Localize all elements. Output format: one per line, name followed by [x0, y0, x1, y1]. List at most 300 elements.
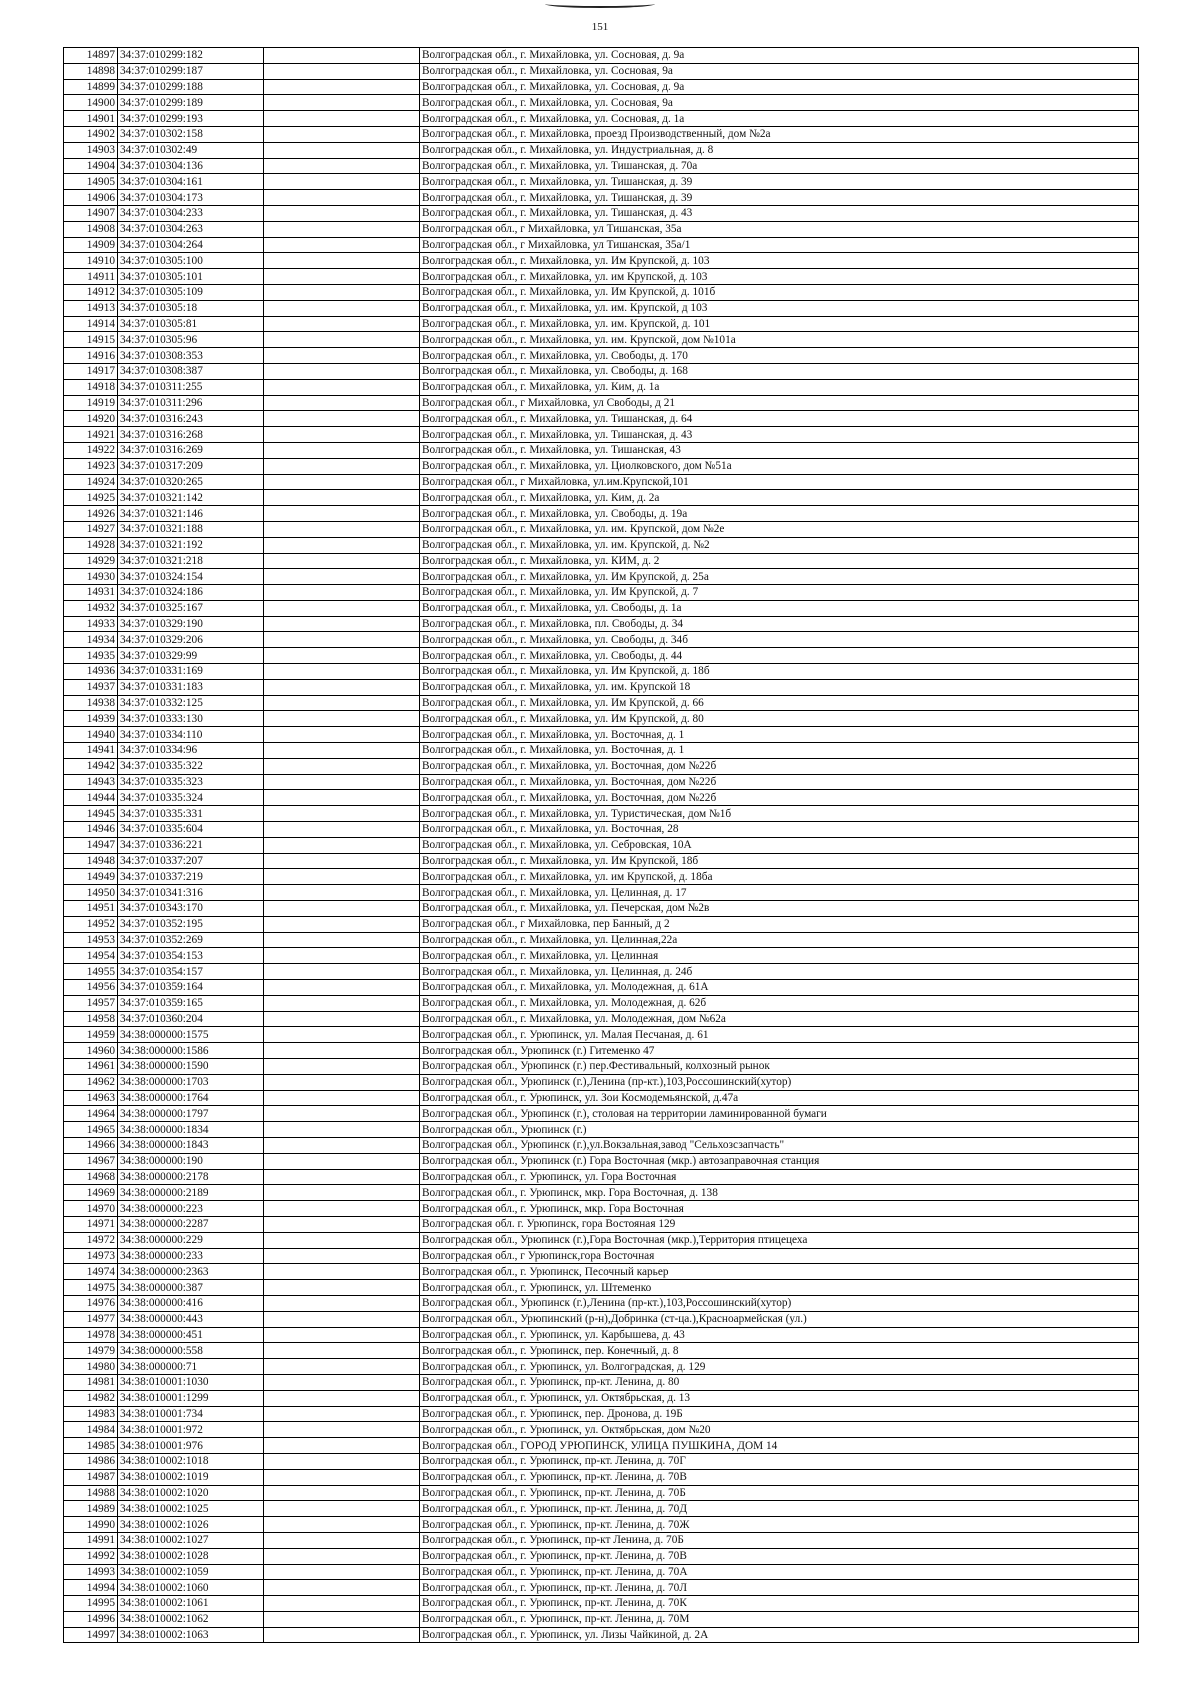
row-number: 14936 [64, 664, 118, 680]
cadastral-number: 34:37:010334:96 [118, 743, 264, 759]
empty-cell [264, 616, 420, 632]
row-number: 14943 [64, 774, 118, 790]
table-row [64, 474, 1139, 490]
empty-cell [264, 679, 420, 695]
cadastral-number: 34:38:000000:2287 [118, 1216, 264, 1232]
table-row [64, 679, 1139, 695]
address: Волгоградская обл., Урюпинск (г.),Гора Восточная (мкр.),Территория птицецеха [420, 1232, 1139, 1248]
empty-cell [264, 63, 420, 79]
table-row [64, 458, 1139, 474]
cadastral-number: 34:37:010335:604 [118, 822, 264, 838]
table-row [64, 695, 1139, 711]
table-row [64, 158, 1139, 174]
address: Волгоградская обл., г. Михайловка, ул. Ким, д. 1а [420, 379, 1139, 395]
row-number: 14912 [64, 284, 118, 300]
empty-cell [264, 1153, 420, 1169]
address: Волгоградская обл., г. Михайловка, ул. Тишанская, д. 39 [420, 190, 1139, 206]
cadastral-number: 34:37:010337:219 [118, 869, 264, 885]
row-number: 14920 [64, 411, 118, 427]
address: Волгоградская обл., г. Михайловка, ул. Тишанская, д. 70а [420, 158, 1139, 174]
address: Волгоградская обл., г. Урюпинск, пр-кт. Ленина, д. 70А [420, 1564, 1139, 1580]
address: Волгоградская обл., Урюпинский (р-н),Добринка (ст-ца.),Красноармейская (ул.) [420, 1311, 1139, 1327]
address: Волгоградская обл., г. Михайловка, ул. Туристическая, дом №1б [420, 806, 1139, 822]
address: Волгоградская обл., г. Урюпинск, пр-кт. Ленина, д. 70Ж [420, 1517, 1139, 1533]
row-number: 14965 [64, 1122, 118, 1138]
table-row [64, 1185, 1139, 1201]
empty-cell [264, 1422, 420, 1438]
empty-cell [264, 758, 420, 774]
table-row [64, 1074, 1139, 1090]
empty-cell [264, 569, 420, 585]
table-row [64, 174, 1139, 190]
row-number: 14996 [64, 1611, 118, 1627]
address: Волгоградская обл., г. Михайловка, ул. Им Крупской, д. 25а [420, 569, 1139, 585]
cadastral-number: 34:37:010329:99 [118, 648, 264, 664]
empty-cell [264, 1406, 420, 1422]
empty-cell [264, 95, 420, 111]
empty-cell [264, 348, 420, 364]
cadastral-number: 34:38:000000:1590 [118, 1059, 264, 1075]
table-row [64, 1059, 1139, 1075]
empty-cell [264, 1438, 420, 1454]
row-number: 14983 [64, 1406, 118, 1422]
address: Волгоградская обл., Урюпинск (г.) [420, 1122, 1139, 1138]
row-number: 14899 [64, 79, 118, 95]
cadastral-number: 34:38:000000:1586 [118, 1043, 264, 1059]
row-number: 14952 [64, 916, 118, 932]
cadastral-number: 34:37:010305:109 [118, 284, 264, 300]
address: Волгоградская обл., г. Урюпинск, мкр. Гора Восточная [420, 1201, 1139, 1217]
cadastral-number: 34:38:000000:1703 [118, 1074, 264, 1090]
address: Волгоградская обл., г. Михайловка, ул. Тишанская, д. 39 [420, 174, 1139, 190]
table-row [64, 758, 1139, 774]
cadastral-number: 34:37:010299:188 [118, 79, 264, 95]
row-number: 14904 [64, 158, 118, 174]
address: Волгоградская обл., г. Урюпинск, пр-кт. Ленина, д. 70В [420, 1548, 1139, 1564]
empty-cell [264, 932, 420, 948]
table-row [64, 869, 1139, 885]
table-row [64, 1611, 1139, 1627]
empty-cell [264, 1564, 420, 1580]
table-row [64, 1390, 1139, 1406]
cadastral-number: 34:38:000000:558 [118, 1343, 264, 1359]
table-row [64, 1627, 1139, 1643]
cadastral-number: 34:37:010335:323 [118, 774, 264, 790]
empty-cell [264, 995, 420, 1011]
address: Волгоградская обл., г. Урюпинск, пр-кт. Ленина, д. 70М [420, 1611, 1139, 1627]
empty-cell [264, 1469, 420, 1485]
address: Волгоградская обл., г. Михайловка, ул. Тишанская, д. 64 [420, 411, 1139, 427]
empty-cell [264, 1453, 420, 1469]
address: Волгоградская обл., г. Михайловка, ул. им Крупской, д. 103 [420, 269, 1139, 285]
row-number: 14971 [64, 1216, 118, 1232]
registry-table-body [64, 48, 1139, 1643]
table-row [64, 1137, 1139, 1153]
address: Волгоградская обл., Урюпинск (г.),Ленина (пр-кт.),103,Россошинский(хутор) [420, 1295, 1139, 1311]
empty-cell [264, 1374, 420, 1390]
row-number: 14918 [64, 379, 118, 395]
row-number: 14922 [64, 442, 118, 458]
table-row [64, 1596, 1139, 1612]
empty-cell [264, 916, 420, 932]
row-number: 14902 [64, 126, 118, 142]
table-row [64, 284, 1139, 300]
empty-cell [264, 142, 420, 158]
row-number: 14986 [64, 1453, 118, 1469]
row-number: 14901 [64, 111, 118, 127]
address: Волгоградская обл., г. Урюпинск, мкр. Гора Восточная, д. 138 [420, 1185, 1139, 1201]
empty-cell [264, 1169, 420, 1185]
address: Волгоградская обл., г. Михайловка, ул. Им Крупской, д. 7 [420, 585, 1139, 601]
table-row [64, 948, 1139, 964]
cadastral-number: 34:38:010002:1059 [118, 1564, 264, 1580]
empty-cell [264, 1043, 420, 1059]
empty-cell [264, 363, 420, 379]
empty-cell [264, 1485, 420, 1501]
empty-cell [264, 221, 420, 237]
cadastral-number: 34:38:010002:1027 [118, 1532, 264, 1548]
row-number: 14991 [64, 1532, 118, 1548]
row-number: 14969 [64, 1185, 118, 1201]
table-row [64, 237, 1139, 253]
address: Волгоградская обл., г. Михайловка, ул. Молодежная, д. 61А [420, 980, 1139, 996]
address: Волгоградская обл., г Михайловка, ул Свободы, д 21 [420, 395, 1139, 411]
table-row [64, 111, 1139, 127]
table-row [64, 332, 1139, 348]
row-number: 14939 [64, 711, 118, 727]
row-number: 14905 [64, 174, 118, 190]
cadastral-number: 34:37:010321:192 [118, 537, 264, 553]
row-number: 14990 [64, 1517, 118, 1533]
row-number: 14982 [64, 1390, 118, 1406]
empty-cell [264, 474, 420, 490]
cadastral-number: 34:37:010359:164 [118, 980, 264, 996]
empty-cell [264, 158, 420, 174]
table-row [64, 1264, 1139, 1280]
table-row [64, 537, 1139, 553]
address: Волгоградская обл., г. Михайловка, ул. Тишанская, д. 43 [420, 205, 1139, 221]
table-row [64, 711, 1139, 727]
row-number: 14948 [64, 853, 118, 869]
address: Волгоградская обл., г. Урюпинск, Песочный карьер [420, 1264, 1139, 1280]
table-row [64, 901, 1139, 917]
address: Волгоградская обл. г. Урюпинск, гора Востояная 129 [420, 1216, 1139, 1232]
table-row [64, 269, 1139, 285]
cadastral-number: 34:37:010324:186 [118, 585, 264, 601]
cadastral-number: 34:38:000000:416 [118, 1295, 264, 1311]
empty-cell [264, 537, 420, 553]
row-number: 14942 [64, 758, 118, 774]
cadastral-number: 34:37:010354:157 [118, 964, 264, 980]
cadastral-number: 34:37:010304:161 [118, 174, 264, 190]
cadastral-number: 34:38:000000:229 [118, 1232, 264, 1248]
row-number: 14906 [64, 190, 118, 206]
table-row [64, 1090, 1139, 1106]
row-number: 14976 [64, 1295, 118, 1311]
table-row [64, 727, 1139, 743]
scan-mark [545, 0, 655, 8]
cadastral-number: 34:37:010304:264 [118, 237, 264, 253]
address: Волгоградская обл., г. Михайловка, ул. Ким, д. 2а [420, 490, 1139, 506]
table-row [64, 490, 1139, 506]
empty-cell [264, 1185, 420, 1201]
address: Волгоградская обл., Урюпинск (г.) Гора Восточная (мкр.) автозаправочная станция [420, 1153, 1139, 1169]
table-row [64, 632, 1139, 648]
empty-cell [264, 1011, 420, 1027]
row-number: 14958 [64, 1011, 118, 1027]
table-row [64, 253, 1139, 269]
cadastral-number: 34:37:010334:110 [118, 727, 264, 743]
table-row [64, 95, 1139, 111]
cadastral-number: 34:38:010002:1018 [118, 1453, 264, 1469]
cadastral-number: 34:37:010321:218 [118, 553, 264, 569]
address: Волгоградская обл., Урюпинск (г.) Гитеменко 47 [420, 1043, 1139, 1059]
empty-cell [264, 790, 420, 806]
table-row [64, 916, 1139, 932]
cadastral-number: 34:38:000000:443 [118, 1311, 264, 1327]
empty-cell [264, 269, 420, 285]
table-row [64, 1485, 1139, 1501]
address: Волгоградская обл., г. Михайловка, ул. Сосновая, 9а [420, 95, 1139, 111]
row-number: 14908 [64, 221, 118, 237]
table-row [64, 980, 1139, 996]
address: Волгоградская обл., г. Урюпинск, ул. Зои Космодемьянской, д.47а [420, 1090, 1139, 1106]
empty-cell [264, 1264, 420, 1280]
row-number: 14975 [64, 1280, 118, 1296]
address: Волгоградская обл., Урюпинск (г.),ул.Вокзальная,завод "Сельхозсзапчасть" [420, 1137, 1139, 1153]
table-row [64, 1422, 1139, 1438]
empty-cell [264, 1532, 420, 1548]
table-row [64, 1106, 1139, 1122]
cadastral-number: 34:37:010337:207 [118, 853, 264, 869]
address: Волгоградская обл., г. Урюпинск, пр-кт Ленина, д. 70Б [420, 1532, 1139, 1548]
table-row [64, 1011, 1139, 1027]
table-row [64, 885, 1139, 901]
empty-cell [264, 711, 420, 727]
table-row [64, 569, 1139, 585]
address: Волгоградская обл., г. Михайловка, ул. Им Крупской, д. 101б [420, 284, 1139, 300]
table-row [64, 379, 1139, 395]
row-number: 14955 [64, 964, 118, 980]
table-row [64, 348, 1139, 364]
empty-cell [264, 1232, 420, 1248]
address: Волгоградская обл., г. Михайловка, ул. им. Крупской, д. №2 [420, 537, 1139, 553]
address: Волгоградская обл., г. Урюпинск, пер. Конечный, д. 8 [420, 1343, 1139, 1359]
cadastral-number: 34:38:000000:387 [118, 1280, 264, 1296]
cadastral-number: 34:37:010308:353 [118, 348, 264, 364]
table-row [64, 806, 1139, 822]
cadastral-number: 34:38:000000:2363 [118, 1264, 264, 1280]
row-number: 14933 [64, 616, 118, 632]
empty-cell [264, 1627, 420, 1643]
row-number: 14923 [64, 458, 118, 474]
empty-cell [264, 111, 420, 127]
row-number: 14898 [64, 63, 118, 79]
cadastral-number: 34:37:010321:188 [118, 521, 264, 537]
cadastral-number: 34:37:010304:263 [118, 221, 264, 237]
row-number: 14949 [64, 869, 118, 885]
empty-cell [264, 332, 420, 348]
address: Волгоградская обл., г. Михайловка, ул. Восточная, д. 1 [420, 727, 1139, 743]
empty-cell [264, 1311, 420, 1327]
cadastral-number: 34:37:010331:169 [118, 664, 264, 680]
address: Волгоградская обл., г. Михайловка, ул. КИМ, д. 2 [420, 553, 1139, 569]
cadastral-number: 34:37:010325:167 [118, 600, 264, 616]
empty-cell [264, 948, 420, 964]
address: Волгоградская обл., г. Урюпинск, пр-кт. Ленина, д. 70Б [420, 1485, 1139, 1501]
empty-cell [264, 1501, 420, 1517]
row-number: 14959 [64, 1027, 118, 1043]
empty-cell [264, 1074, 420, 1090]
cadastral-number: 34:38:000000:223 [118, 1201, 264, 1217]
table-row [64, 1469, 1139, 1485]
cadastral-number: 34:37:010335:331 [118, 806, 264, 822]
empty-cell [264, 964, 420, 980]
address: Волгоградская обл., г. Михайловка, ул. Восточная, дом №22б [420, 774, 1139, 790]
cadastral-number: 34:38:010002:1019 [118, 1469, 264, 1485]
row-number: 14977 [64, 1311, 118, 1327]
empty-cell [264, 901, 420, 917]
empty-cell [264, 695, 420, 711]
table-row [64, 964, 1139, 980]
empty-cell [264, 648, 420, 664]
address: Волгоградская обл., г. Урюпинск, ул. Карбышева, д. 43 [420, 1327, 1139, 1343]
row-number: 14980 [64, 1359, 118, 1375]
cadastral-number: 34:37:010354:153 [118, 948, 264, 964]
address: Волгоградская обл., г. Урюпинск, ул. Гора Восточная [420, 1169, 1139, 1185]
empty-cell [264, 1137, 420, 1153]
table-row [64, 995, 1139, 1011]
address: Волгоградская обл., г. Михайловка, ул. им. Крупской, д. 101 [420, 316, 1139, 332]
address: Волгоградская обл., г Михайловка, пер Банный, д 2 [420, 916, 1139, 932]
row-number: 14992 [64, 1548, 118, 1564]
address: Волгоградская обл., г. Урюпинск, пр-кт. Ленина, д. 70Л [420, 1580, 1139, 1596]
table-row [64, 932, 1139, 948]
empty-cell [264, 774, 420, 790]
row-number: 14953 [64, 932, 118, 948]
table-row [64, 1248, 1139, 1264]
cadastral-number: 34:38:010002:1060 [118, 1580, 264, 1596]
cadastral-number: 34:37:010360:204 [118, 1011, 264, 1027]
row-number: 14945 [64, 806, 118, 822]
empty-cell [264, 1548, 420, 1564]
cadastral-number: 34:38:000000:451 [118, 1327, 264, 1343]
row-number: 14941 [64, 743, 118, 759]
empty-cell [264, 1106, 420, 1122]
address: Волгоградская обл., г. Михайловка, ул. Молодежная, д. 62б [420, 995, 1139, 1011]
cadastral-number: 34:37:010308:387 [118, 363, 264, 379]
address: Волгоградская обл., г. Урюпинск, пер. Дронова, д. 19Б [420, 1406, 1139, 1422]
cadastral-number: 34:37:010305:18 [118, 300, 264, 316]
table-row [64, 1532, 1139, 1548]
empty-cell [264, 806, 420, 822]
cadastral-number: 34:38:000000:1834 [118, 1122, 264, 1138]
row-number: 14966 [64, 1137, 118, 1153]
row-number: 14897 [64, 48, 118, 64]
row-number: 14928 [64, 537, 118, 553]
table-row [64, 221, 1139, 237]
table-row [64, 1438, 1139, 1454]
address: Волгоградская обл., Урюпинск (г.),Ленина (пр-кт.),103,Россошинский(хутор) [420, 1074, 1139, 1090]
table-row [64, 648, 1139, 664]
row-number: 14919 [64, 395, 118, 411]
row-number: 14946 [64, 822, 118, 838]
cadastral-number: 34:37:010305:101 [118, 269, 264, 285]
address: Волгоградская обл., г. Урюпинск, ул. Октябрьская, д. 13 [420, 1390, 1139, 1406]
table-row [64, 1232, 1139, 1248]
cadastral-number: 34:37:010321:146 [118, 506, 264, 522]
address: Волгоградская обл., г. Михайловка, ул. Сосновая, д. 1а [420, 111, 1139, 127]
empty-cell [264, 632, 420, 648]
row-number: 14910 [64, 253, 118, 269]
cadastral-number: 34:38:000000:71 [118, 1359, 264, 1375]
cadastral-number: 34:37:010316:268 [118, 427, 264, 443]
empty-cell [264, 553, 420, 569]
table-row [64, 1548, 1139, 1564]
cadastral-number: 34:38:000000:2178 [118, 1169, 264, 1185]
table-row [64, 521, 1139, 537]
cadastral-number: 34:37:010359:165 [118, 995, 264, 1011]
empty-cell [264, 205, 420, 221]
cadastral-number: 34:37:010311:296 [118, 395, 264, 411]
cadastral-number: 34:37:010336:221 [118, 837, 264, 853]
table-row [64, 1359, 1139, 1375]
table-row [64, 1169, 1139, 1185]
row-number: 14931 [64, 585, 118, 601]
cadastral-number: 34:38:000000:190 [118, 1153, 264, 1169]
row-number: 14944 [64, 790, 118, 806]
cadastral-number: 34:37:010304:173 [118, 190, 264, 206]
row-number: 14927 [64, 521, 118, 537]
table-row [64, 1122, 1139, 1138]
row-number: 14929 [64, 553, 118, 569]
address: Волгоградская обл., г Михайловка, ул.им.Крупской,101 [420, 474, 1139, 490]
empty-cell [264, 506, 420, 522]
empty-cell [264, 822, 420, 838]
empty-cell [264, 743, 420, 759]
cadastral-number: 34:38:010002:1025 [118, 1501, 264, 1517]
table-row [64, 1043, 1139, 1059]
row-number: 14993 [64, 1564, 118, 1580]
row-number: 14961 [64, 1059, 118, 1075]
address: Волгоградская обл., г. Урюпинск, ул. Штеменко [420, 1280, 1139, 1296]
row-number: 14903 [64, 142, 118, 158]
row-number: 14917 [64, 363, 118, 379]
table-row [64, 363, 1139, 379]
row-number: 14997 [64, 1627, 118, 1643]
row-number: 14914 [64, 316, 118, 332]
table-row [64, 1311, 1139, 1327]
empty-cell [264, 1343, 420, 1359]
cadastral-number: 34:38:010001:976 [118, 1438, 264, 1454]
cadastral-number: 34:38:010001:1030 [118, 1374, 264, 1390]
empty-cell [264, 600, 420, 616]
address: Волгоградская обл., г. Урюпинск, пр-кт. Ленина, д. 80 [420, 1374, 1139, 1390]
address: Волгоградская обл., г. Михайловка, ул. Восточная, д. 1 [420, 743, 1139, 759]
address: Волгоградская обл., г. Урюпинск, пр-кт. Ленина, д. 70Г [420, 1453, 1139, 1469]
address: Волгоградская обл., г. Михайловка, ул. Тишанская, д. 43 [420, 427, 1139, 443]
table-row [64, 395, 1139, 411]
cadastral-number: 34:37:010324:154 [118, 569, 264, 585]
table-row [64, 790, 1139, 806]
empty-cell [264, 411, 420, 427]
cadastral-number: 34:37:010352:269 [118, 932, 264, 948]
table-row [64, 774, 1139, 790]
cadastral-number: 34:37:010305:100 [118, 253, 264, 269]
registry-table [63, 47, 1139, 1643]
address: Волгоградская обл., г. Михайловка, ул. им. Крупской, д 103 [420, 300, 1139, 316]
row-number: 14974 [64, 1264, 118, 1280]
